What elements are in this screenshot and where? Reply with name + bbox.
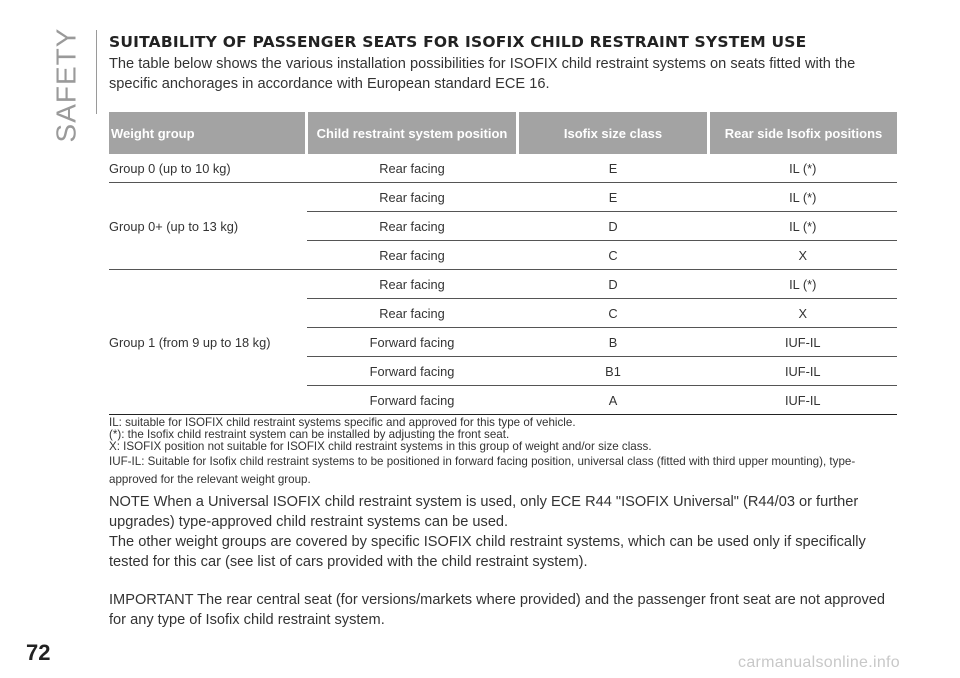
cell-rear-position: IUF-IL [709,357,898,386]
isofix-suitability-table [109,112,897,415]
cell-rear-position: X [709,241,898,270]
table-header-row [109,112,897,154]
group-label: Group 0 (up to 10 kg) [109,154,307,183]
table-row [109,270,897,299]
cell-position: Rear facing [307,299,518,328]
page-number: 72 [26,640,51,665]
cell-rear-position: IL (*) [709,212,898,241]
cell-rear-position: X [709,299,898,328]
cell-size-class: D [518,212,709,241]
important-paragraph: IMPORTANT The rear central seat (for versions/markets where provided) and the passenger front seat are not approved for any type of Isofix child restraint system. [109,592,886,628]
note-asterisk: (*): the Isofix child restraint system can be installed by adjusting the front seat. [109,428,510,441]
cell-rear-position: IL (*) [709,154,898,183]
cell-rear-position: IUF-IL [709,386,898,415]
page-heading: SUITABILITY OF PASSENGER SEATS FOR ISOFIX CHILD RESTRAINT SYSTEM USE [109,33,807,51]
section-side-label [46,27,86,143]
cell-rear-position: IL (*) [709,270,898,299]
header-rear-positions: Rear side Isofix positions [709,112,898,154]
cell-rear-position: IL (*) [709,183,898,212]
cell-size-class: B1 [518,357,709,386]
section-label-text: SAFETY [50,27,82,143]
cell-size-class: B [518,328,709,357]
header-weight-group: Weight group [109,112,307,154]
table-row [109,183,897,212]
group-label: Group 1 (from 9 up to 18 kg) [109,270,307,415]
cell-size-class: D [518,270,709,299]
note-iuf-il: IUF-IL: Suitable for Isofix child restraint systems to be positioned in forward facing position, universal class (fitted with third upper mounting), type-approved for the relevant weight group. [109,455,856,486]
cell-size-class: C [518,299,709,328]
note-x: X: ISOFIX position not suitable for ISOFIX child restraint systems in this group of weight and/or size class. [109,440,652,453]
table-notes [109,417,897,489]
page-content [109,34,897,630]
cell-size-class: C [518,241,709,270]
section-divider [96,30,97,114]
cell-rear-position: IUF-IL [709,328,898,357]
header-size-class: Isofix size class [518,112,709,154]
cell-size-class: E [518,183,709,212]
intro-paragraph: The table below shows the various installation possibilities for ISOFIX child restraint systems on seats fitted with the specific anchorages in accordance with European standard ECE 16. [109,56,856,92]
note-paragraph: NOTE When a Universal ISOFIX child restraint system is used, only ECE R44 "ISOFIX Universal" (R44/03 or further upgrades) type-approved child restraint systems can be used. [109,494,859,530]
other-groups-paragraph: The other weight groups are covered by specific ISOFIX child restraint systems, which can be used only if specifically tested for this car (see list of cars provided with the child restraint system). [109,534,866,570]
note-il: IL: suitable for ISOFIX child restraint systems specific and approved for this type of vehicle. [109,416,576,429]
cell-position: Rear facing [307,183,518,212]
cell-position: Forward facing [307,386,518,415]
header-restraint-position: Child restraint system position [307,112,518,154]
cell-position: Rear facing [307,154,518,183]
cell-position: Forward facing [307,357,518,386]
cell-position: Rear facing [307,270,518,299]
cell-position: Rear facing [307,241,518,270]
cell-size-class: E [518,154,709,183]
watermark: carmanualsonline.info [738,654,900,671]
cell-position: Rear facing [307,212,518,241]
group-label: Group 0+ (up to 13 kg) [109,183,307,270]
cell-position: Forward facing [307,328,518,357]
cell-size-class: A [518,386,709,415]
table-row [109,154,897,183]
